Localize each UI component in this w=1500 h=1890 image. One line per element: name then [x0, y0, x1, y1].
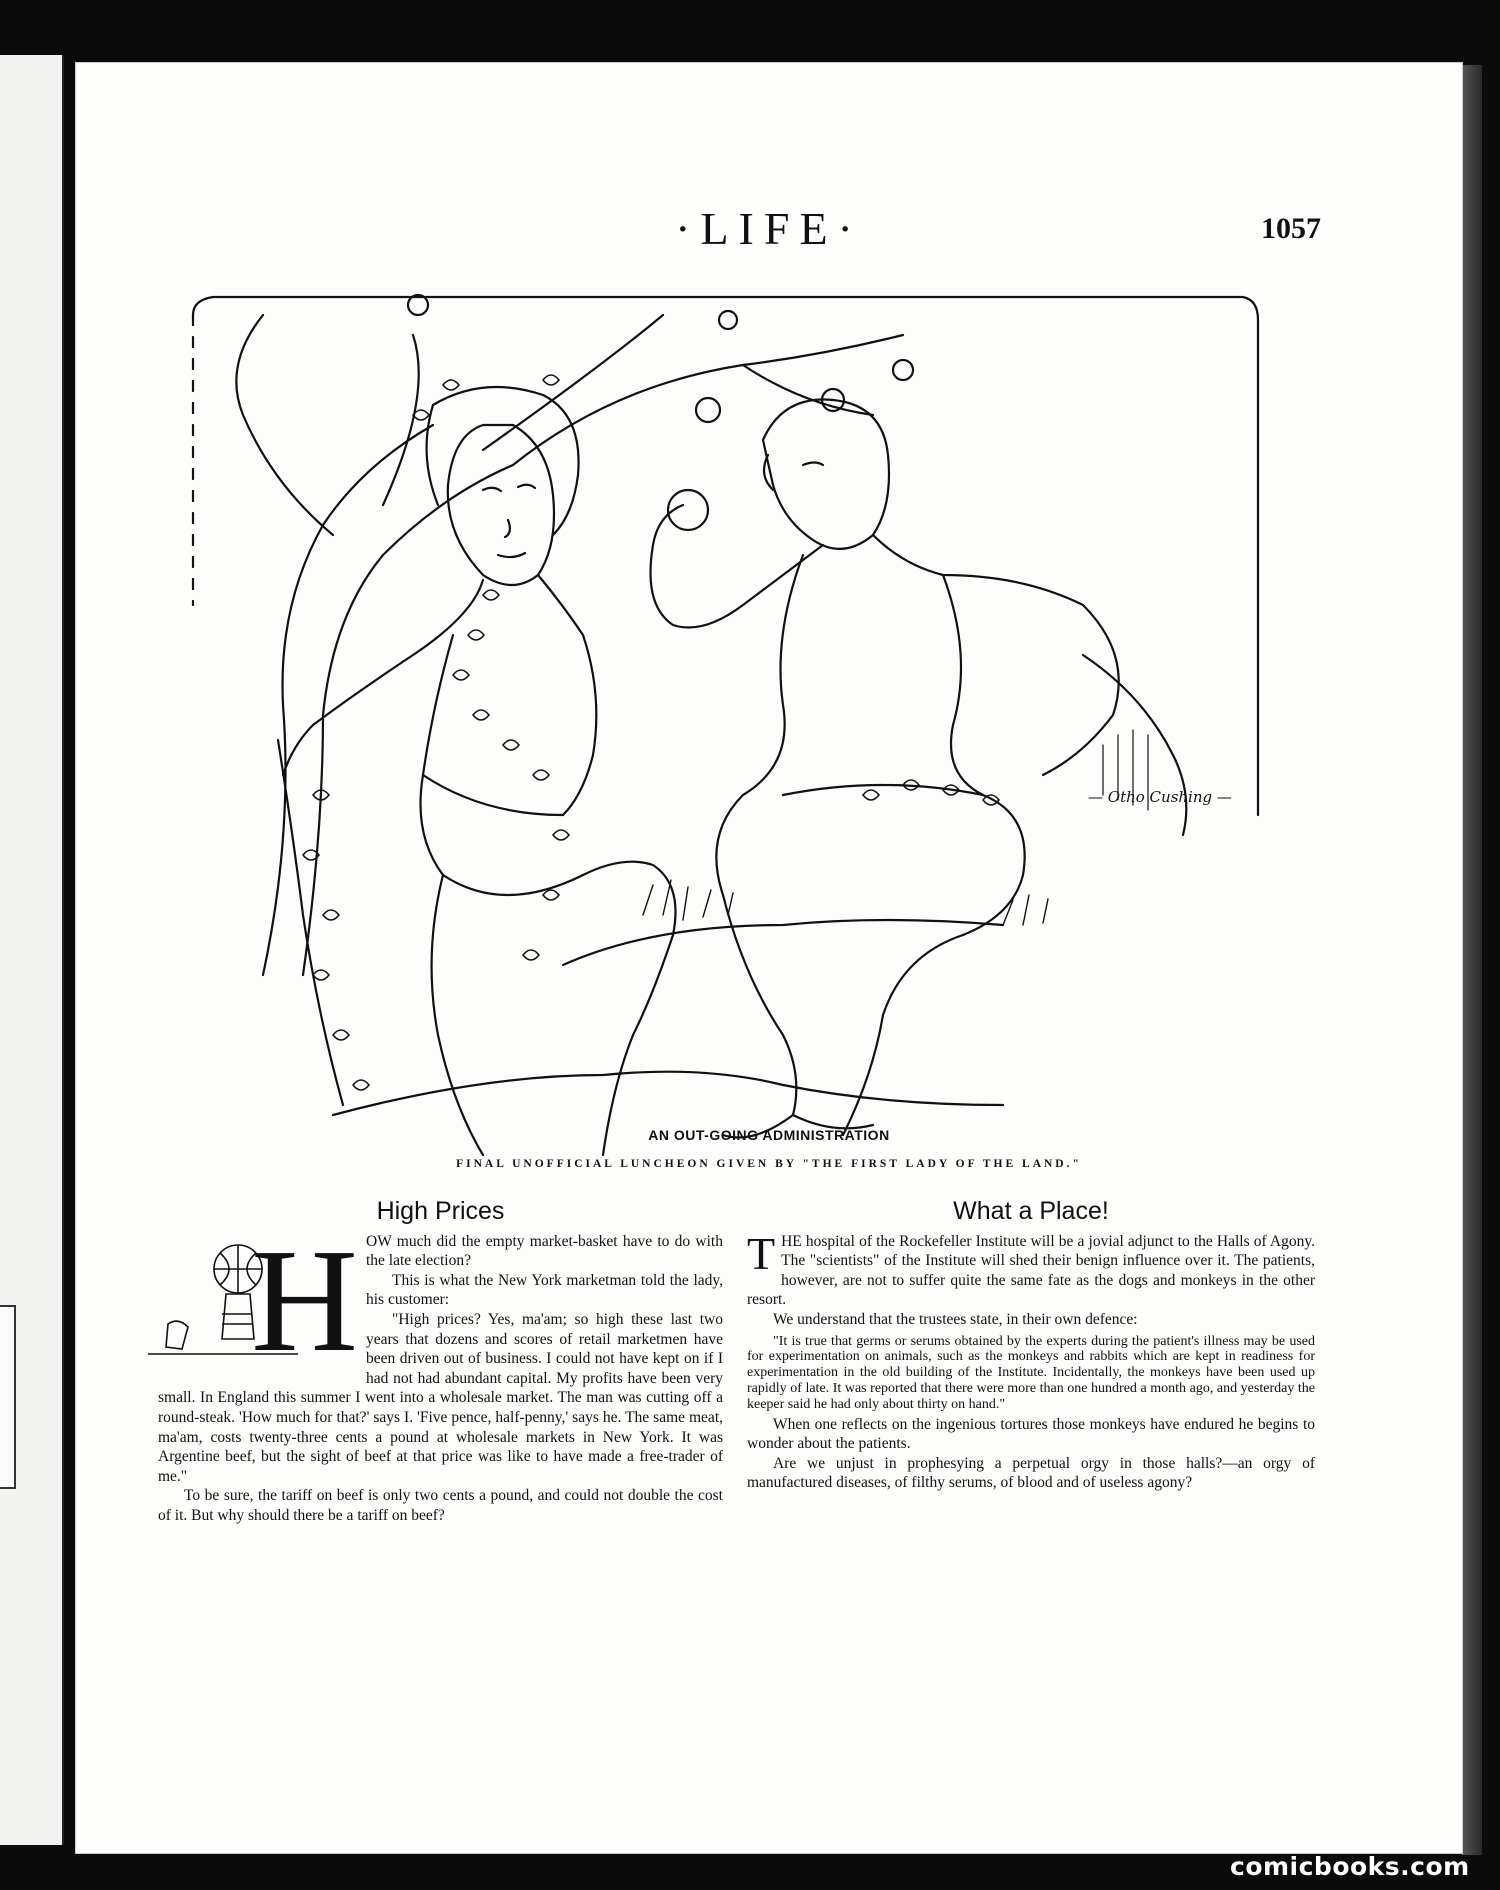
- paragraph: To be sure, the tariff on beef is only two cents a pound, and could not double the cost of it. But why should there be a tariff on beef?: [158, 1487, 723, 1524]
- page-number: 1057: [1261, 212, 1321, 245]
- drop-cap: T: [747, 1227, 776, 1279]
- adjacent-page-edge: [0, 55, 64, 1845]
- paragraph: HE hospital of the Rockefeller Institute will be a jovial adjunct to the Halls of Agony. The "scientists" of the Institute will shed their benign influence over it. The patients, however, are not to suffer quite the same fate as the dogs and monkeys in the other resort.: [747, 1232, 1315, 1309]
- illustration-caption-subtitle: FINAL UNOFFICIAL LUNCHEON GIVEN BY "THE FIRST LADY OF THE LAND.": [456, 1158, 1082, 1170]
- masthead: ·LIFE·: [675, 203, 863, 254]
- article-heading: What a Place!: [953, 1197, 1109, 1225]
- quoted-paragraph: "It is true that germs or serums obtained by the experts during the patient's illness may be used for experimentation on animals, such as the monkeys and rabbits which are kept in readiness for experimentation in the old building of the Institute. Incidentally, the monkeys have been used up rapidly of late. It was reported that there were more than one hundred a month ago, and yesterday the keeper said he had only about thirty on hand.": [747, 1333, 1315, 1412]
- cartoon-illustration: [183, 275, 1263, 1195]
- paragraph: "High prices? Yes, ma'am; so high these last two years that dozens and scores of retail marketmen have been driven out of business. I could not have kept on if I had not had abundant capital. My profits have been very small. In England this summer I went into a wholesale market. The man was cutting off a round-steak. 'How much for that?' says I. 'Five pence, half-penny,' says he. The same meat, ma'am, costs twenty-three cents a pound at wholesale markets in New York. It was Argentine beef, but the sight of beef at that price was like to have made a free-trader of me.": [158, 1310, 723, 1485]
- artist-signature: — Otho Cushing —: [1088, 788, 1232, 806]
- source-watermark: comicbooks.com: [1230, 1852, 1470, 1881]
- paragraph: Are we unjust in prophesying a perpetual orgy in those halls?—an orgy of manufactured diseases, of filthy serums, of blood and of useless agony?: [747, 1454, 1315, 1492]
- illustration-caption-title: AN OUT-GOING ADMINISTRATION: [648, 1127, 890, 1143]
- page-binding-edge: [1462, 65, 1482, 1855]
- paragraph: When one reflects on the ingenious tortures those monkeys have endured he begins to wonder about the patients.: [747, 1415, 1315, 1453]
- magazine-page: [75, 62, 1463, 1854]
- adjacent-page-fragment: [0, 1305, 16, 1489]
- decorative-initial: [148, 1218, 358, 1383]
- paragraph: OW much did the empty market-basket have to do with the late election?: [366, 1232, 723, 1270]
- article-heading: High Prices: [376, 1197, 505, 1225]
- article-what-a-place: [747, 1197, 1315, 1493]
- paragraph: This is what the New York marketman told the lady, his customer:: [366, 1271, 723, 1309]
- paragraph: We understand that the trustees state, in their own defence:: [773, 1310, 1138, 1328]
- article-high-prices: [158, 1197, 723, 1526]
- drop-cap: H: [251, 1218, 358, 1383]
